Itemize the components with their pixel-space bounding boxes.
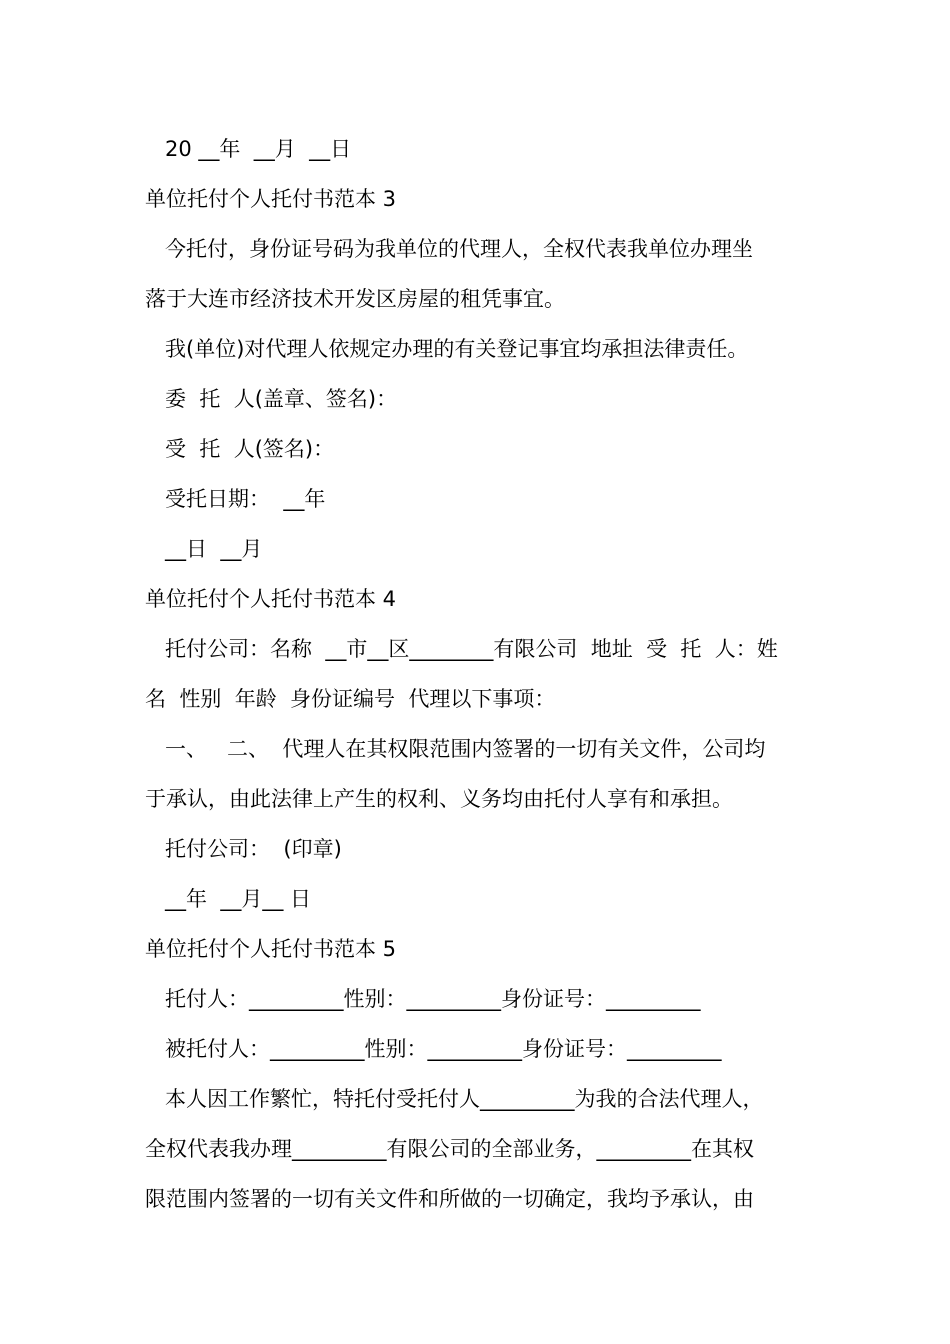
section-heading-5: 单位托付个人托付书范本 5 xyxy=(145,937,397,961)
date-line: __年 __月__ 日 xyxy=(145,887,312,911)
paragraph-line: 限范围内签署的一切有关文件和所做的一切确定，我均予承认，由 xyxy=(145,1187,754,1211)
paragraph-line: 我(单位)对代理人依规定办理的有关登记事宜均承担法律责任。 xyxy=(145,337,749,361)
paragraph-line: 今托付，身份证号码为我单位的代理人，全权代表我单位办理坐 xyxy=(145,237,754,261)
principal-signature-line: 委 托 人(盖章、签名)： xyxy=(145,387,398,411)
paragraph-line: 全权代表我办理_________有限公司的全部业务，_________在其权 xyxy=(145,1137,754,1161)
principal-info-line: 托付人：_________性别：_________身份证号：_________ xyxy=(145,987,701,1011)
paragraph-line: 于承认，由此法律上产生的权利、义务均由托付人享有和承担。 xyxy=(145,787,733,811)
agent-signature-line: 受 托 人(签名)： xyxy=(145,437,335,461)
agent-info-line: 被托付人：_________性别：_________身份证号：_________ xyxy=(145,1037,722,1061)
entrust-date-line: 受托日期： __年 xyxy=(145,487,326,511)
company-seal-line: 托付公司： (印章) xyxy=(145,837,342,861)
paragraph-line: 落于大连市经济技术开发区房屋的租凭事宜。 xyxy=(145,287,565,311)
section-heading-3: 单位托付个人托付书范本 3 xyxy=(145,187,397,211)
paragraph-line: 一、 二、 代理人在其权限范围内签署的一切有关文件，公司均 xyxy=(145,737,766,761)
date-line: 20 __年 __月 __日 xyxy=(145,137,352,161)
paragraph-line: 托付公司：名称 __市__区________有限公司 地址 受 托 人：姓 xyxy=(145,637,778,661)
section-heading-4: 单位托付个人托付书范本 4 xyxy=(145,587,397,611)
paragraph-line: 本人因工作繁忙，特托付受托付人_________为我的合法代理人， xyxy=(145,1087,764,1111)
paragraph-line: 名 性别 年龄 身份证编号 代理以下事项： xyxy=(145,687,556,711)
date-line: __日 __月 xyxy=(145,537,263,561)
